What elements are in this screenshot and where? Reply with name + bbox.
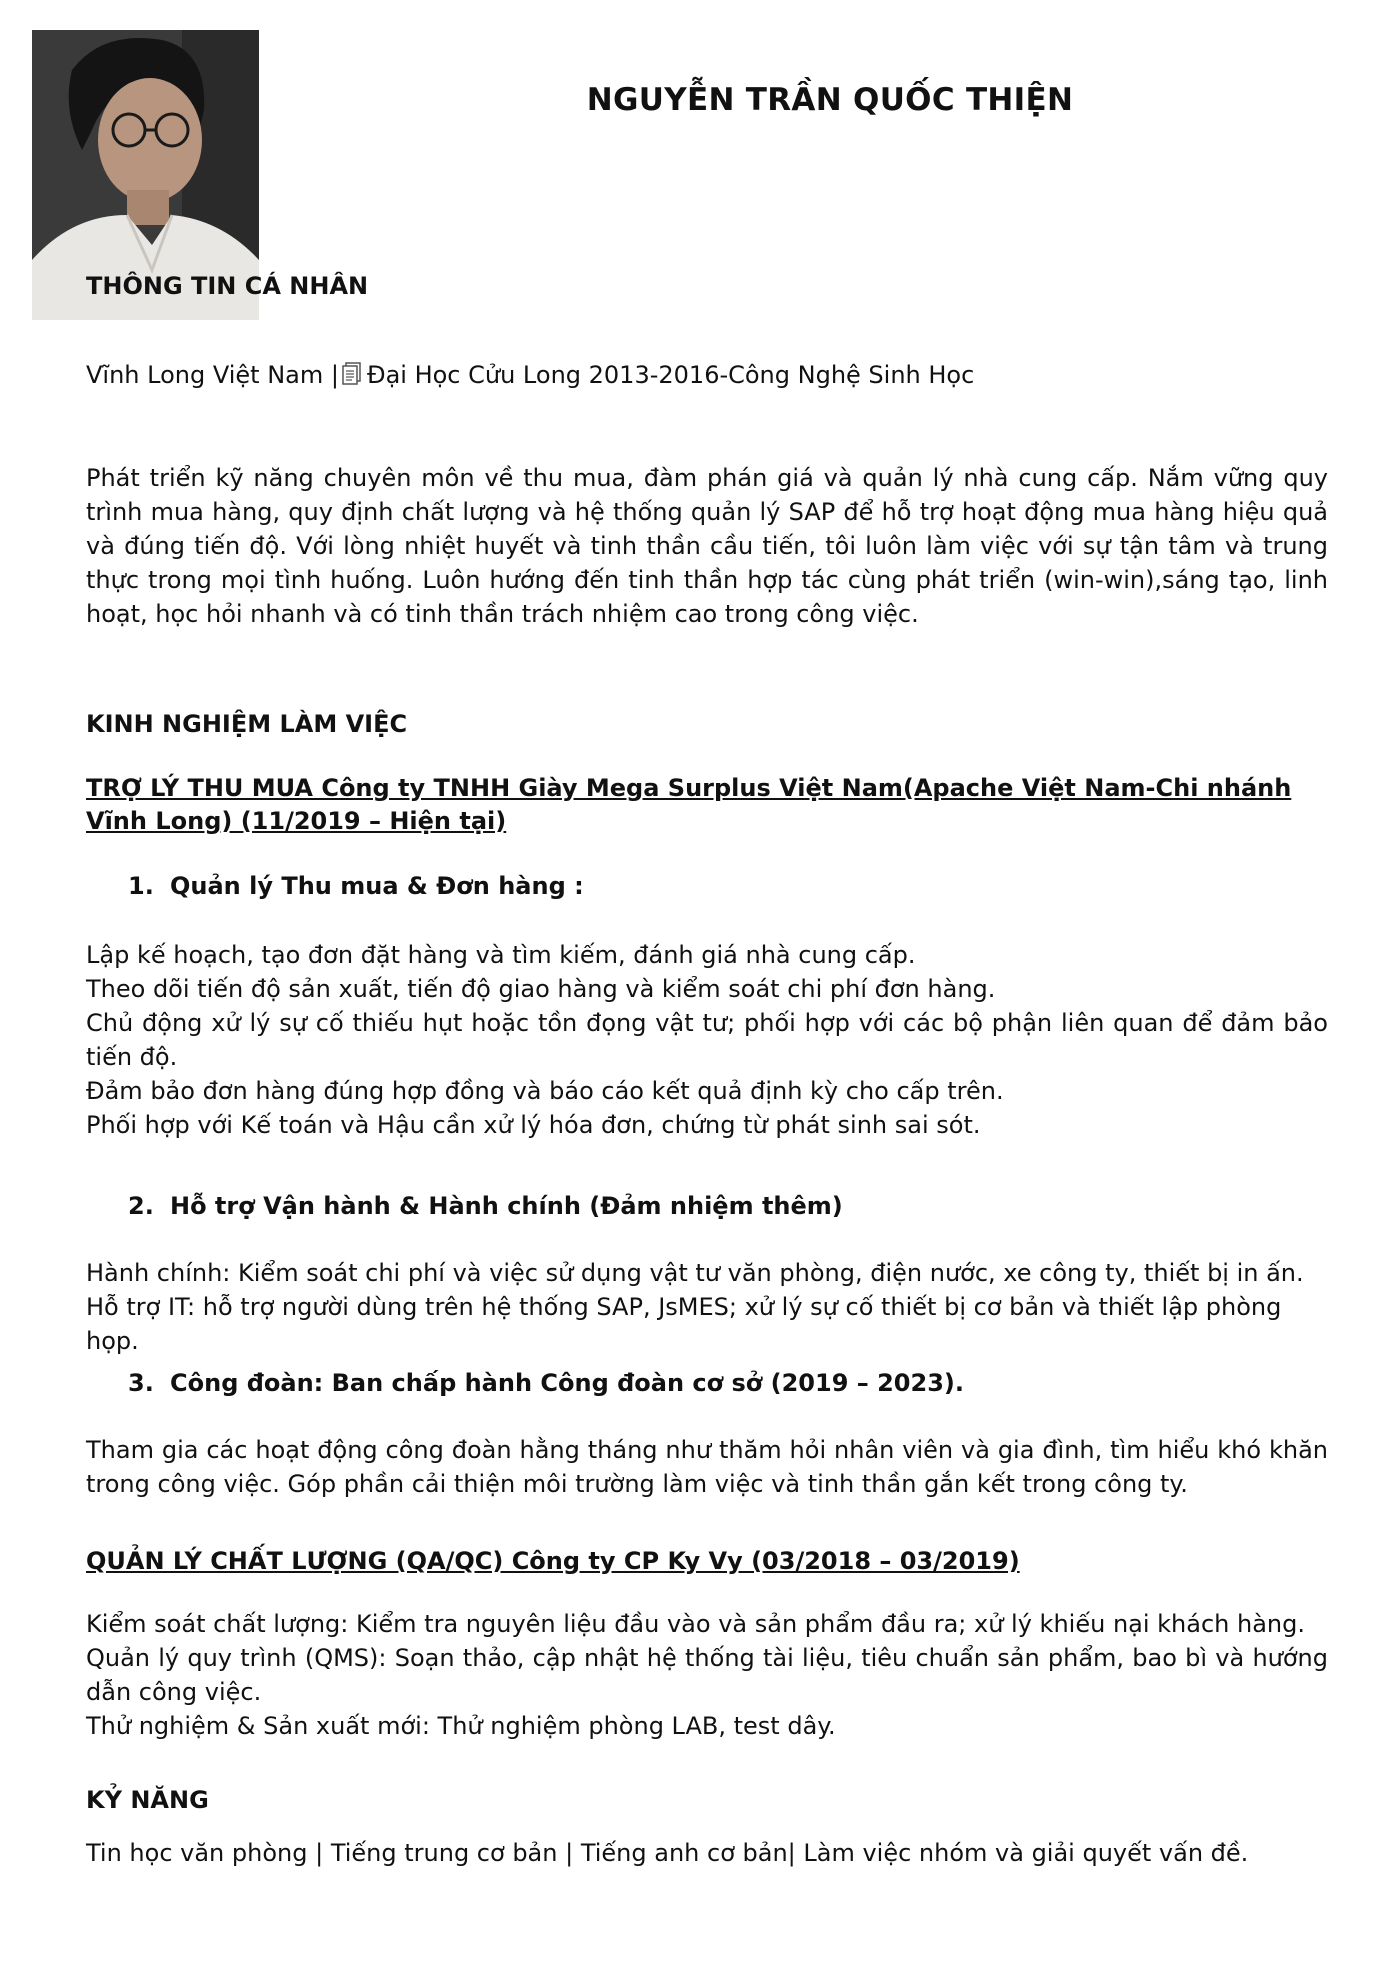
job1-section3-number: 3. bbox=[128, 1369, 154, 1397]
job2-line: Quản lý quy trình (QMS): Soạn thảo, cập nhật hệ thống tài liệu, tiêu chuẩn sản phẩm, bao bì và hướng dẫn công việc. bbox=[86, 1644, 1328, 1706]
job2-title: QUẢN LÝ CHẤT LƯỢNG (QA/QC) Công ty CP Ky Vy (03/2018 – 03/2019) bbox=[86, 1547, 1020, 1575]
job2-line: Thử nghiệm & Sản xuất mới: Thử nghiệm phòng LAB, test dây. bbox=[86, 1712, 836, 1740]
job1-s3-line: Tham gia các hoạt động công đoàn hằng tháng như thăm hỏi nhân viên và gia đình, tìm hiểu khó khăn trong công việc. Góp phần cải thiện môi trường làm việc và tinh thần gắn kết trong công ty. bbox=[86, 1436, 1328, 1498]
candidate-name: NGUYỄN TRẦN QUỐC THIỆN bbox=[586, 82, 1074, 118]
job1-s2-line: Hành chính: Kiểm soát chi phí và việc sử dụng vật tư văn phòng, điện nước, xe công ty, thiết bị in ấn. bbox=[86, 1259, 1304, 1287]
skills-title: KỶ NĂNG bbox=[86, 1786, 209, 1814]
location-education-line bbox=[86, 358, 1328, 395]
job1-section2-heading-text: Hỗ trợ Vận hành & Hành chính (Đảm nhiệm thêm) bbox=[170, 1192, 843, 1220]
job1-title: TRỢ LÝ THU MUA Công ty TNHH Giày Mega Surplus Việt Nam(Apache Việt Nam-Chi nhánh Vĩnh Long) (11/2019 – Hiện tại) bbox=[86, 774, 1292, 835]
location-text: Vĩnh Long Việt Nam | bbox=[86, 361, 339, 389]
experience-title: KINH NGHIỆM LÀM VIỆC bbox=[86, 710, 408, 738]
job2-line: Kiểm soát chất lượng: Kiểm tra nguyên liệu đầu vào và sản phẩm đầu ra; xử lý khiếu nại khách hàng. bbox=[86, 1610, 1305, 1638]
job1-s1-line: Theo dõi tiến độ sản xuất, tiến độ giao hàng và kiểm soát chi phí đơn hàng. bbox=[86, 975, 996, 1003]
job1-section2-heading bbox=[86, 1192, 1328, 1220]
education-text: Đại Học Cửu Long 2013-2016-Công Nghệ Sinh Học bbox=[366, 361, 975, 389]
job1-s2-line: Hỗ trợ IT: hỗ trợ người dùng trên hệ thống SAP, JsMES; xử lý sự cố thiết bị cơ bản và thiết lập phòng họp. bbox=[86, 1293, 1282, 1355]
job1-section1-heading bbox=[86, 872, 1328, 900]
job1-section3-heading bbox=[86, 1369, 1328, 1397]
personal-info-title: THÔNG TIN CÁ NHÂN bbox=[86, 272, 369, 300]
skills-text: Tin học văn phòng | Tiếng trung cơ bản | Tiếng anh cơ bản| Làm việc nhóm và giải quyết vấn đề. bbox=[86, 1839, 1249, 1867]
job1-section1-number: 1. bbox=[128, 872, 154, 900]
job1-section1-heading-text: Quản lý Thu mua & Đơn hàng : bbox=[170, 872, 584, 900]
job1-section2-number: 2. bbox=[128, 1192, 154, 1220]
job1-s1-line: Đảm bảo đơn hàng đúng hợp đồng và báo cáo kết quả định kỳ cho cấp trên. bbox=[86, 1077, 1004, 1105]
summary-paragraph: Phát triển kỹ năng chuyên môn về thu mua, đàm phán giá và quản lý nhà cung cấp. Nắm vững quy trình mua hàng, quy định chất lượng và hệ thống quản lý SAP để hỗ trợ hoạt động mua hàng hiệu quả và đúng tiến độ. Với lòng nhiệt huyết và tinh thần cầu tiến, tôi luôn làm việc với sự tận tâm và trung thực trong mọi tình huống. Luôn hướng đến tinh thần hợp tác cùng phát triển (win-win),sáng tạo, linh hoạt, học hỏi nhanh và có tinh thần trách nhiệm cao trong công việc. bbox=[86, 464, 1328, 628]
job1-s1-line: Lập kế hoạch, tạo đơn đặt hàng và tìm kiếm, đánh giá nhà cung cấp. bbox=[86, 941, 916, 969]
job1-s1-line: Chủ động xử lý sự cố thiếu hụt hoặc tồn đọng vật tư; phối hợp với các bộ phận liên quan để đảm bảo tiến độ. bbox=[86, 1009, 1328, 1071]
job1-section3-heading-text: Công đoàn: Ban chấp hành Công đoàn cơ sở (2019 – 2023). bbox=[170, 1369, 964, 1397]
job1-s1-line: Phối hợp với Kế toán và Hậu cần xử lý hóa đơn, chứng từ phát sinh sai sót. bbox=[86, 1111, 981, 1139]
document-icon bbox=[341, 361, 363, 395]
